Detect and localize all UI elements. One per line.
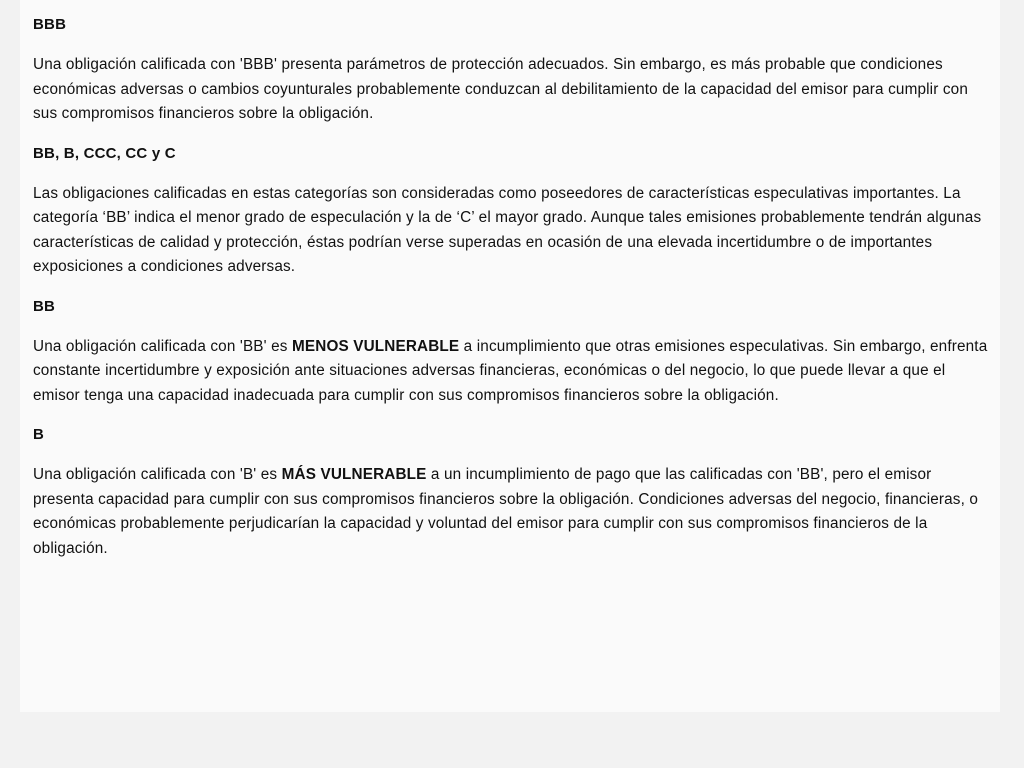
section-paragraph-bb [33, 335, 993, 409]
document-page [20, 0, 1000, 712]
paragraph-text: Una obligación calificada con 'B' es [33, 466, 282, 483]
paragraph-text: Una obligación calificada con 'BB' es [33, 337, 292, 355]
section-heading-speculative: BB, B, CCC, CC y C [33, 144, 176, 162]
paragraph-text-continued: a incumplimiento que otras emisiones especulativas. Sin embargo, enfrenta constante incertidumbre y exposición ante situaciones adversas financieras, económicas o del negocio, lo que puede llevar a que el emisor tenga una capacidad inadecuada para cumplir con sus compromisos financieros sobre la obligación. [33, 337, 988, 404]
section-heading-b: B [33, 426, 45, 443]
paragraph-emphasis: MENOS VULNERABLE [292, 337, 460, 355]
paragraph-text-continued: a un incumplimiento de pago que las calificadas con 'BB', pero el emisor presenta capacidad para cumplir con sus compromisos financieros sobre la obligación. Condiciones adversas del negocio, financieras, o económicas probablemente perjudicarían la capacidad y voluntad del emisor para cumplir con sus compromisos financieros de la obligación. [33, 466, 979, 557]
document-content [33, 14, 993, 577]
paragraph-emphasis: MÁS VULNERABLE [281, 466, 427, 483]
section-heading-bb: BB [33, 297, 56, 315]
section-heading-bbb: BBB [33, 16, 67, 33]
section-paragraph-b [33, 463, 993, 561]
section-paragraph-speculative [33, 182, 993, 280]
paragraph-text: Las obligaciones calificadas en estas categorías son consideradas como poseedores de características especulativas importantes. La categoría ‘BB’ indica el menor grado de especulación y la de ‘C’ el mayor grado. Aunque tales emisiones probablemente tendrán algunas características de calidad y protección, éstas podrían verse superadas en ocasión de una elevada incertidumbre o de importantes exposiciones a condiciones adversas. [33, 184, 982, 275]
paragraph-text: Una obligación calificada con 'BBB' presenta parámetros de protección adecuados. Sin embargo, es más probable que condiciones económicas adversas o cambios coyunturales probablemente conduzcan al debilitamiento de la capacidad del emisor para cumplir con sus compromisos financieros sobre la obligación. [33, 56, 968, 122]
section-paragraph-bbb [33, 53, 993, 127]
